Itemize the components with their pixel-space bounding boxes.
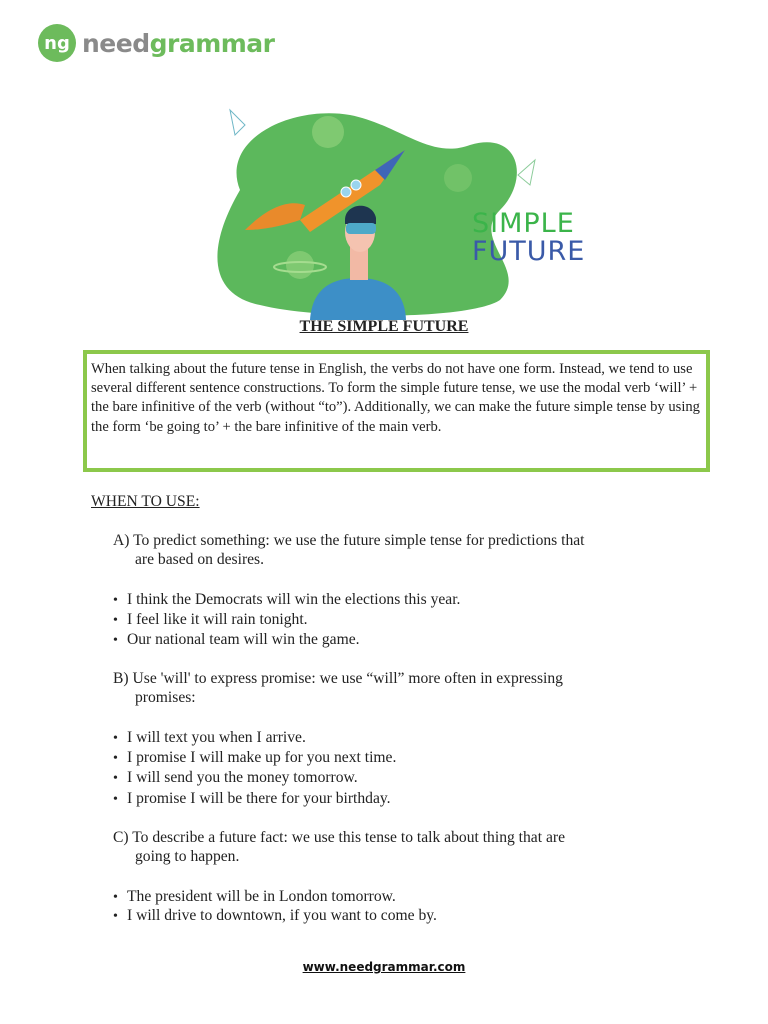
- logo-text: [82, 29, 275, 58]
- section-a-line1: A) To predict something: we use the future simple tense for predictions that: [113, 532, 585, 549]
- list-item: • I will text you when I arrive.: [113, 728, 306, 749]
- logo-need: need: [82, 28, 150, 58]
- footer-link[interactable]: www.needgrammar.com: [302, 960, 466, 974]
- list-item: • I think the Democrats will win the elections this year.: [113, 590, 460, 611]
- logo-grammar: grammar: [149, 28, 275, 58]
- intro-box: When talking about the future tense in English, the verbs do not have one form. Instead, we tend to use several different sentence constructions. To form the simple future tense, we use the modal verb ‘will’ + the bare infinitive of the verb (without “to”). Additionally, we can make the future simple tense by using the form ‘be going to’ + the bare infinitive of the main verb.: [83, 350, 710, 472]
- section-c-line1: C) To describe a future fact: we use this tense to talk about thing that are: [113, 829, 565, 846]
- list-item: • I feel like it will rain tonight.: [113, 610, 308, 631]
- needgrammar-logo: [38, 24, 275, 62]
- logo-mark: ng: [38, 24, 76, 62]
- section-b-line1: B) Use 'will' to express promise: we use “will” more often in expressing: [113, 670, 563, 687]
- hero-title-simple: SIMPLE: [472, 208, 575, 239]
- section-a-line2: are based on desires.: [135, 551, 265, 568]
- list-item: • I will send you the money tomorrow.: [113, 768, 358, 789]
- when-to-use-heading: WHEN TO USE:: [91, 493, 200, 510]
- hero-title-future: FUTURE: [472, 236, 586, 267]
- list-item: • Our national team will win the game.: [113, 630, 360, 651]
- section-b-line2: promises:: [135, 689, 196, 706]
- page-title: THE SIMPLE FUTURE: [299, 318, 469, 335]
- section-c-line2: going to happen.: [135, 848, 240, 865]
- list-item: • I promise I will make up for you next time.: [113, 748, 396, 769]
- list-item: • I will drive to downtown, if you want to come by.: [113, 906, 437, 927]
- list-item: • I promise I will be there for your birthday.: [113, 789, 391, 810]
- hero-title: [472, 210, 585, 266]
- list-item: • The president will be in London tomorrow.: [113, 887, 396, 908]
